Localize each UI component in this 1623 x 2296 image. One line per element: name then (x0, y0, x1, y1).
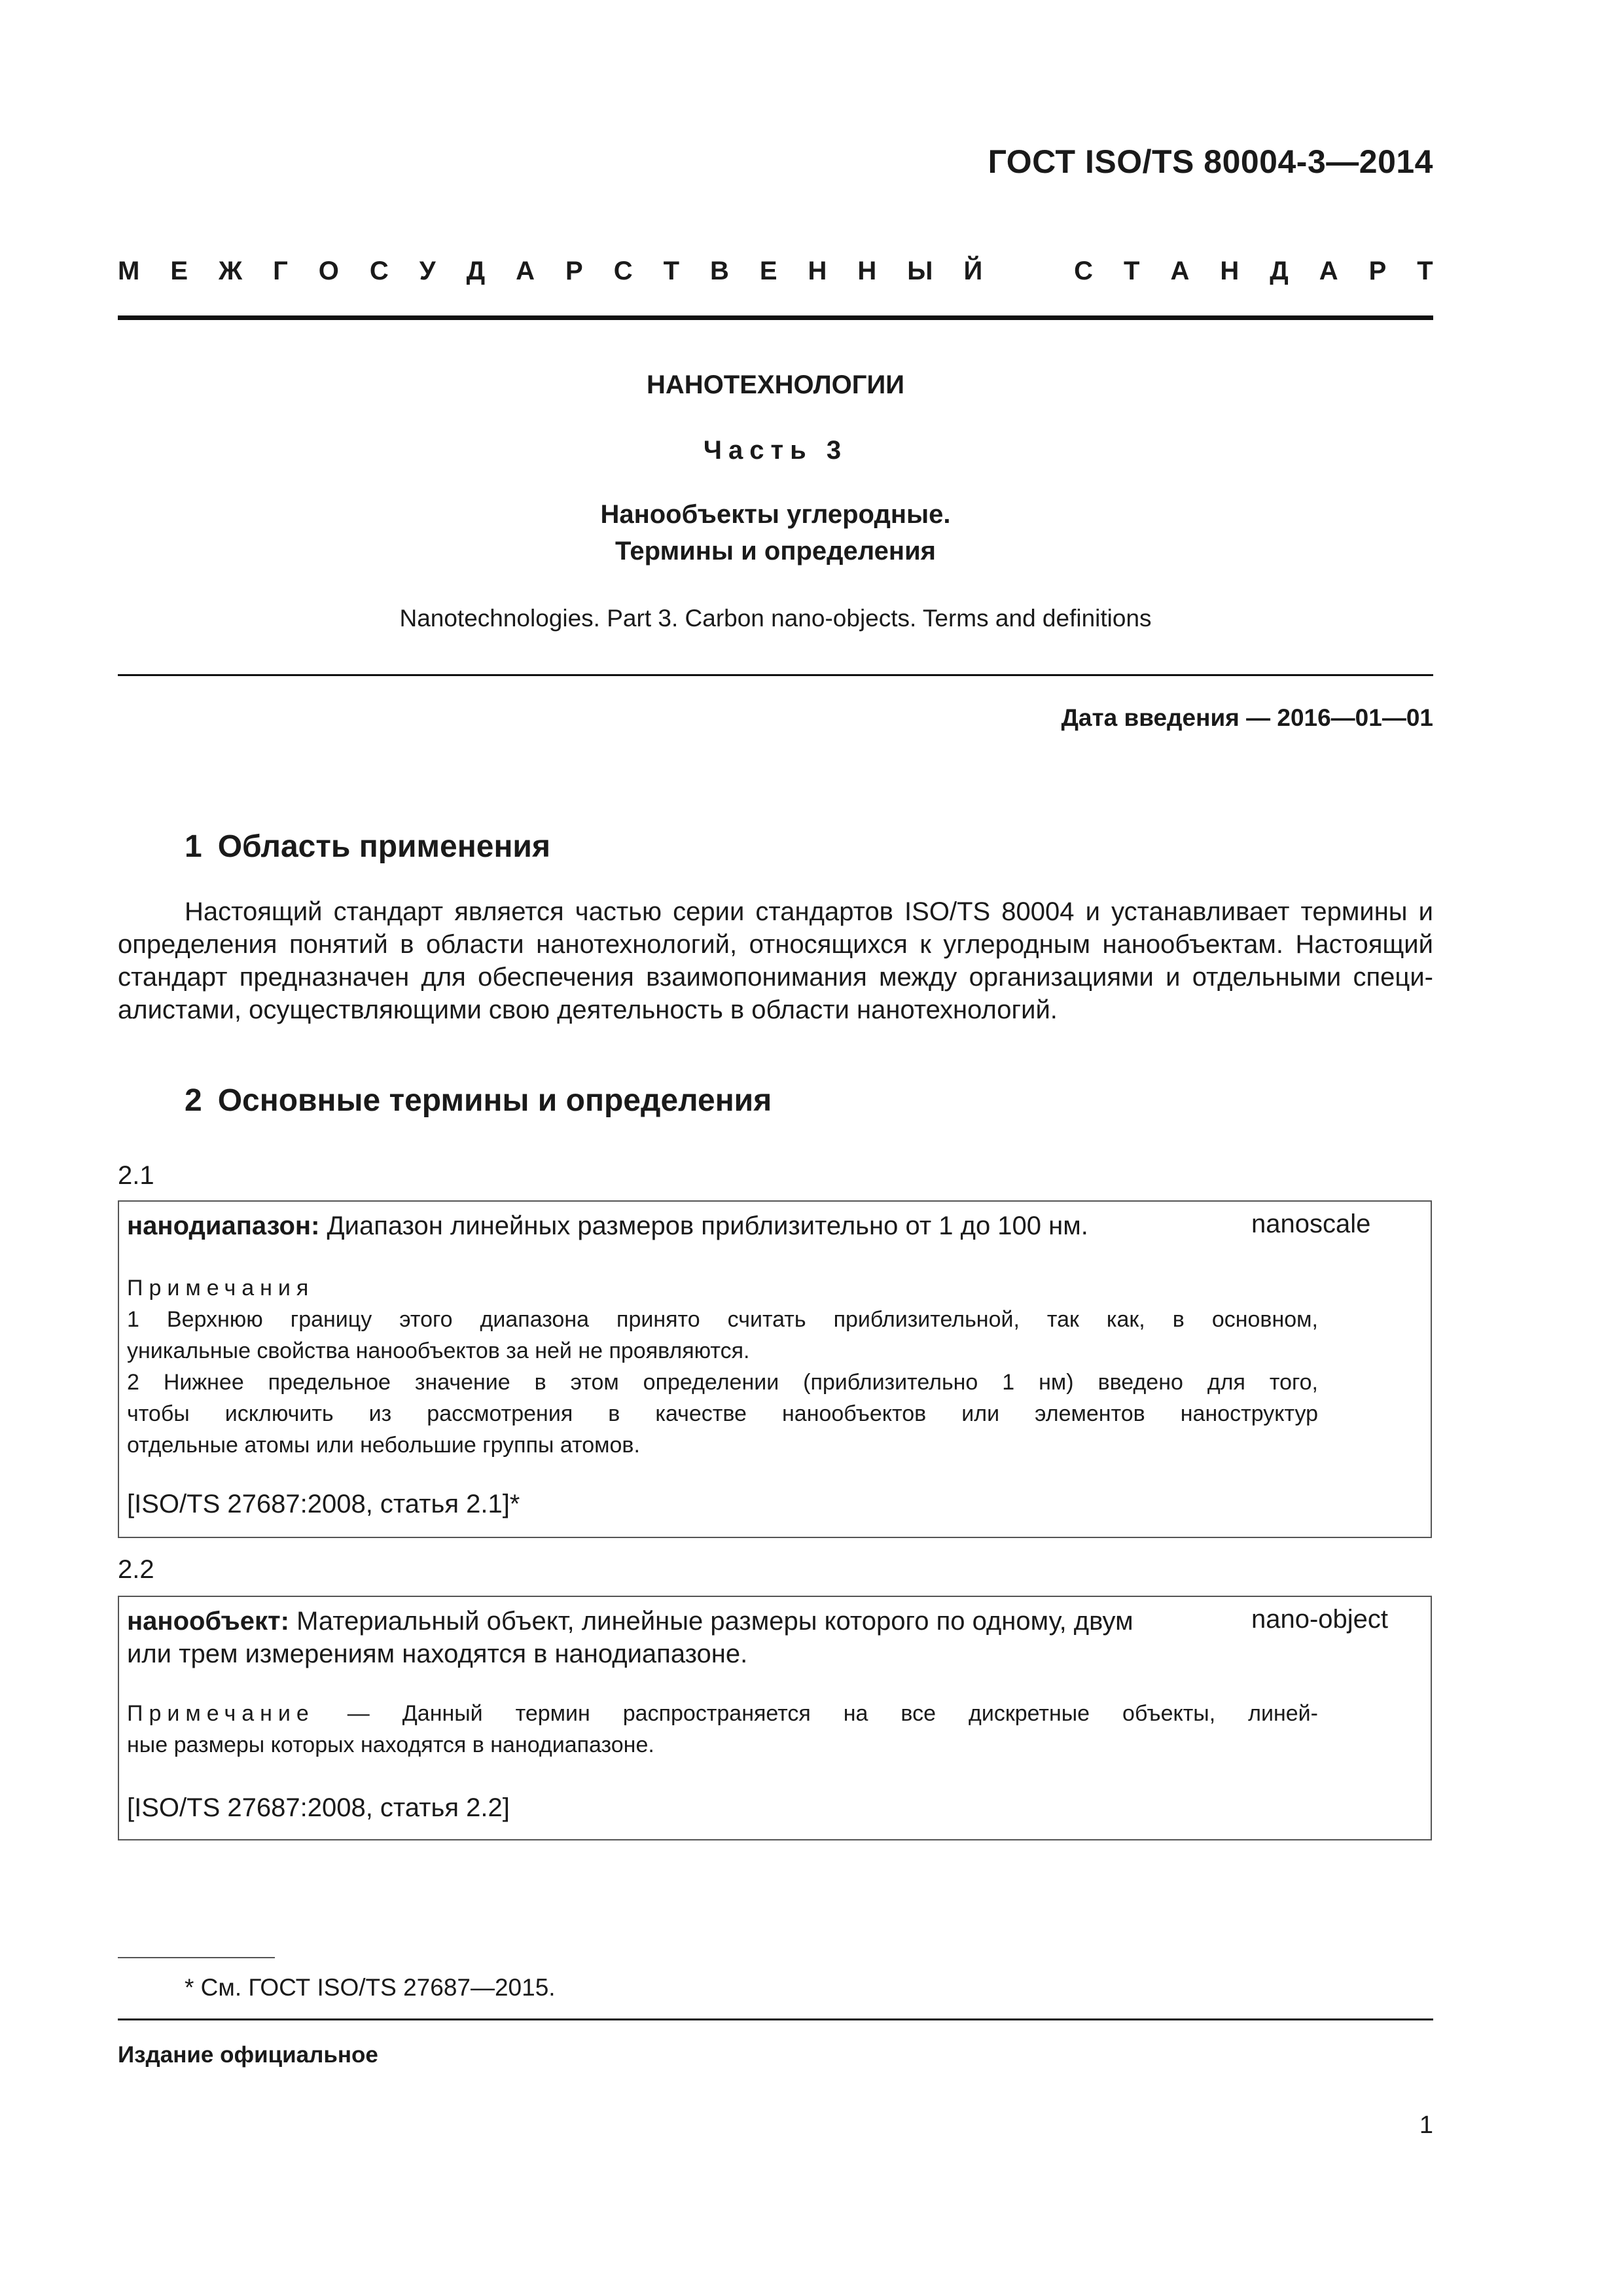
banner-letter: А (1319, 257, 1338, 285)
note-line: ные размеры которых находятся в нанодиапазоне. (127, 1732, 654, 1757)
note-line: чтобы исключить из рассмотрения в качестве нанообъектов или элементов наноструктур (127, 1401, 1318, 1426)
banner-letter: Ы (907, 257, 933, 285)
footnote: * См. ГОСТ ISO/TS 27687—2015. (185, 1974, 556, 2001)
banner-letter: Н (1220, 257, 1240, 285)
note-line: отдельные атомы или небольшие группы атомов. (127, 1433, 640, 1458)
term-definition-text: или трем измерениям находятся в нанодиапазоне. (127, 1640, 748, 1668)
standard-banner (118, 257, 1433, 286)
note-line (127, 1698, 1318, 1729)
term-source: [ISO/TS 27687:2008, статья 2.2] (127, 1793, 510, 1822)
banner-letter: Д (466, 257, 486, 285)
section-1-paragraph (118, 895, 1433, 1026)
header-divider (118, 315, 1433, 320)
introduction-date: Дата введения — 2016—01—01 (1061, 704, 1433, 731)
term-english-equivalent: nano-object (1251, 1605, 1389, 1634)
term-box-nano-object (118, 1596, 1432, 1840)
banner-letter: Н (808, 257, 827, 285)
banner-gap (1013, 257, 1043, 286)
footer-divider (118, 2018, 1433, 2020)
note-label: Примечание (127, 1701, 315, 1726)
banner-letter: С (1074, 257, 1094, 285)
banner-letter: Т (1417, 257, 1433, 285)
section-2-heading (185, 1083, 772, 1119)
term-name: нанообъект: (127, 1607, 289, 1636)
note-line: уникальные свойства нанообъектов за ней не проявляются. (127, 1338, 750, 1363)
section-title: Основные термины и определения (217, 1083, 772, 1118)
banner-letter: Р (1368, 257, 1387, 285)
page-number: 1 (1419, 2111, 1433, 2139)
term-name: нанодиапазон: (127, 1211, 320, 1240)
footnote-separator (118, 1957, 275, 1958)
banner-letter: А (516, 257, 535, 285)
banner-letter: Й (963, 257, 983, 285)
banner-letter: Т (663, 257, 679, 285)
banner-letter: Д (1270, 257, 1289, 285)
section-number: 1 (185, 829, 202, 864)
term-definition-text: Диапазон линейных размеров приблизительно от 1 до 100 нм. (319, 1211, 1088, 1240)
term-definition (127, 1210, 1318, 1242)
title-subtitle-line2: Термины и определения (615, 537, 936, 565)
term-note (127, 1698, 1318, 1761)
title-divider (118, 674, 1433, 676)
section-1-heading (185, 829, 550, 865)
banner-letter: А (1170, 257, 1190, 285)
document-designation: ГОСТ ISO/TS 80004-3—2014 (988, 143, 1433, 180)
term-definition (127, 1605, 1318, 1670)
term-notes (127, 1272, 1318, 1461)
banner-letter: Е (170, 257, 188, 285)
banner-letter: Г (273, 257, 288, 285)
note-line: 1 Верхнюю границу этого диапазона принято считать приблизительной, так как, в основном, (127, 1307, 1318, 1332)
term-source: [ISO/TS 27687:2008, статья 2.1]* (127, 1490, 520, 1518)
note-text: — Данный термин распространяется на все дискретные объекты, линей- (314, 1701, 1318, 1726)
banner-letter: В (709, 257, 729, 285)
paragraph-line: стандарт предназначен для обеспечения взаимопонимания между организациями и отдельными специ- (118, 963, 1433, 992)
title-part: Часть 3 (703, 436, 848, 465)
banner-letter: С (369, 257, 389, 285)
banner-letter: М (118, 257, 140, 285)
term-english-equivalent: nanoscale (1251, 1210, 1371, 1238)
term-number: 2.2 (118, 1555, 154, 1584)
section-number: 2 (185, 1083, 202, 1118)
paragraph-line: алистами, осуществляющими свою деятельность в области нанотехнологий. (118, 996, 1058, 1024)
banner-letter: Е (759, 257, 777, 285)
term-definition-text: Материальный объект, линейные размеры которого по одному, двум (289, 1607, 1133, 1636)
notes-heading: Примечания (127, 1276, 315, 1300)
term-box-nanoscale (118, 1200, 1432, 1538)
banner-letter: О (318, 257, 339, 285)
title-subtitle-line1: Нанообъекты углеродные. (600, 500, 951, 529)
banner-letter: Н (857, 257, 877, 285)
note-line: 2 Нижнее предельное значение в этом определении (приблизительно 1 нм) введено для того, (127, 1370, 1318, 1395)
paragraph-line: Настоящий стандарт является частью серии стандартов ISO/TS 80004 и устанавливает термины и (185, 897, 1433, 926)
banner-letter: Т (1124, 257, 1140, 285)
edition-label: Издание официальное (118, 2042, 378, 2068)
paragraph-line: определения понятий в области нанотехнологий, относящихся к углеродным нанообъектам. Настоящий (118, 930, 1433, 959)
banner-letter: У (419, 257, 436, 285)
banner-letter: С (613, 257, 633, 285)
banner-letter: Р (565, 257, 583, 285)
title-english: Nanotechnologies. Part 3. Carbon nano-objects. Terms and definitions (399, 605, 1152, 632)
title-main: НАНОТЕХНОЛОГИИ (647, 370, 904, 399)
banner-letter: Ж (218, 257, 243, 285)
term-number: 2.1 (118, 1161, 154, 1190)
section-title: Область применения (217, 829, 550, 864)
